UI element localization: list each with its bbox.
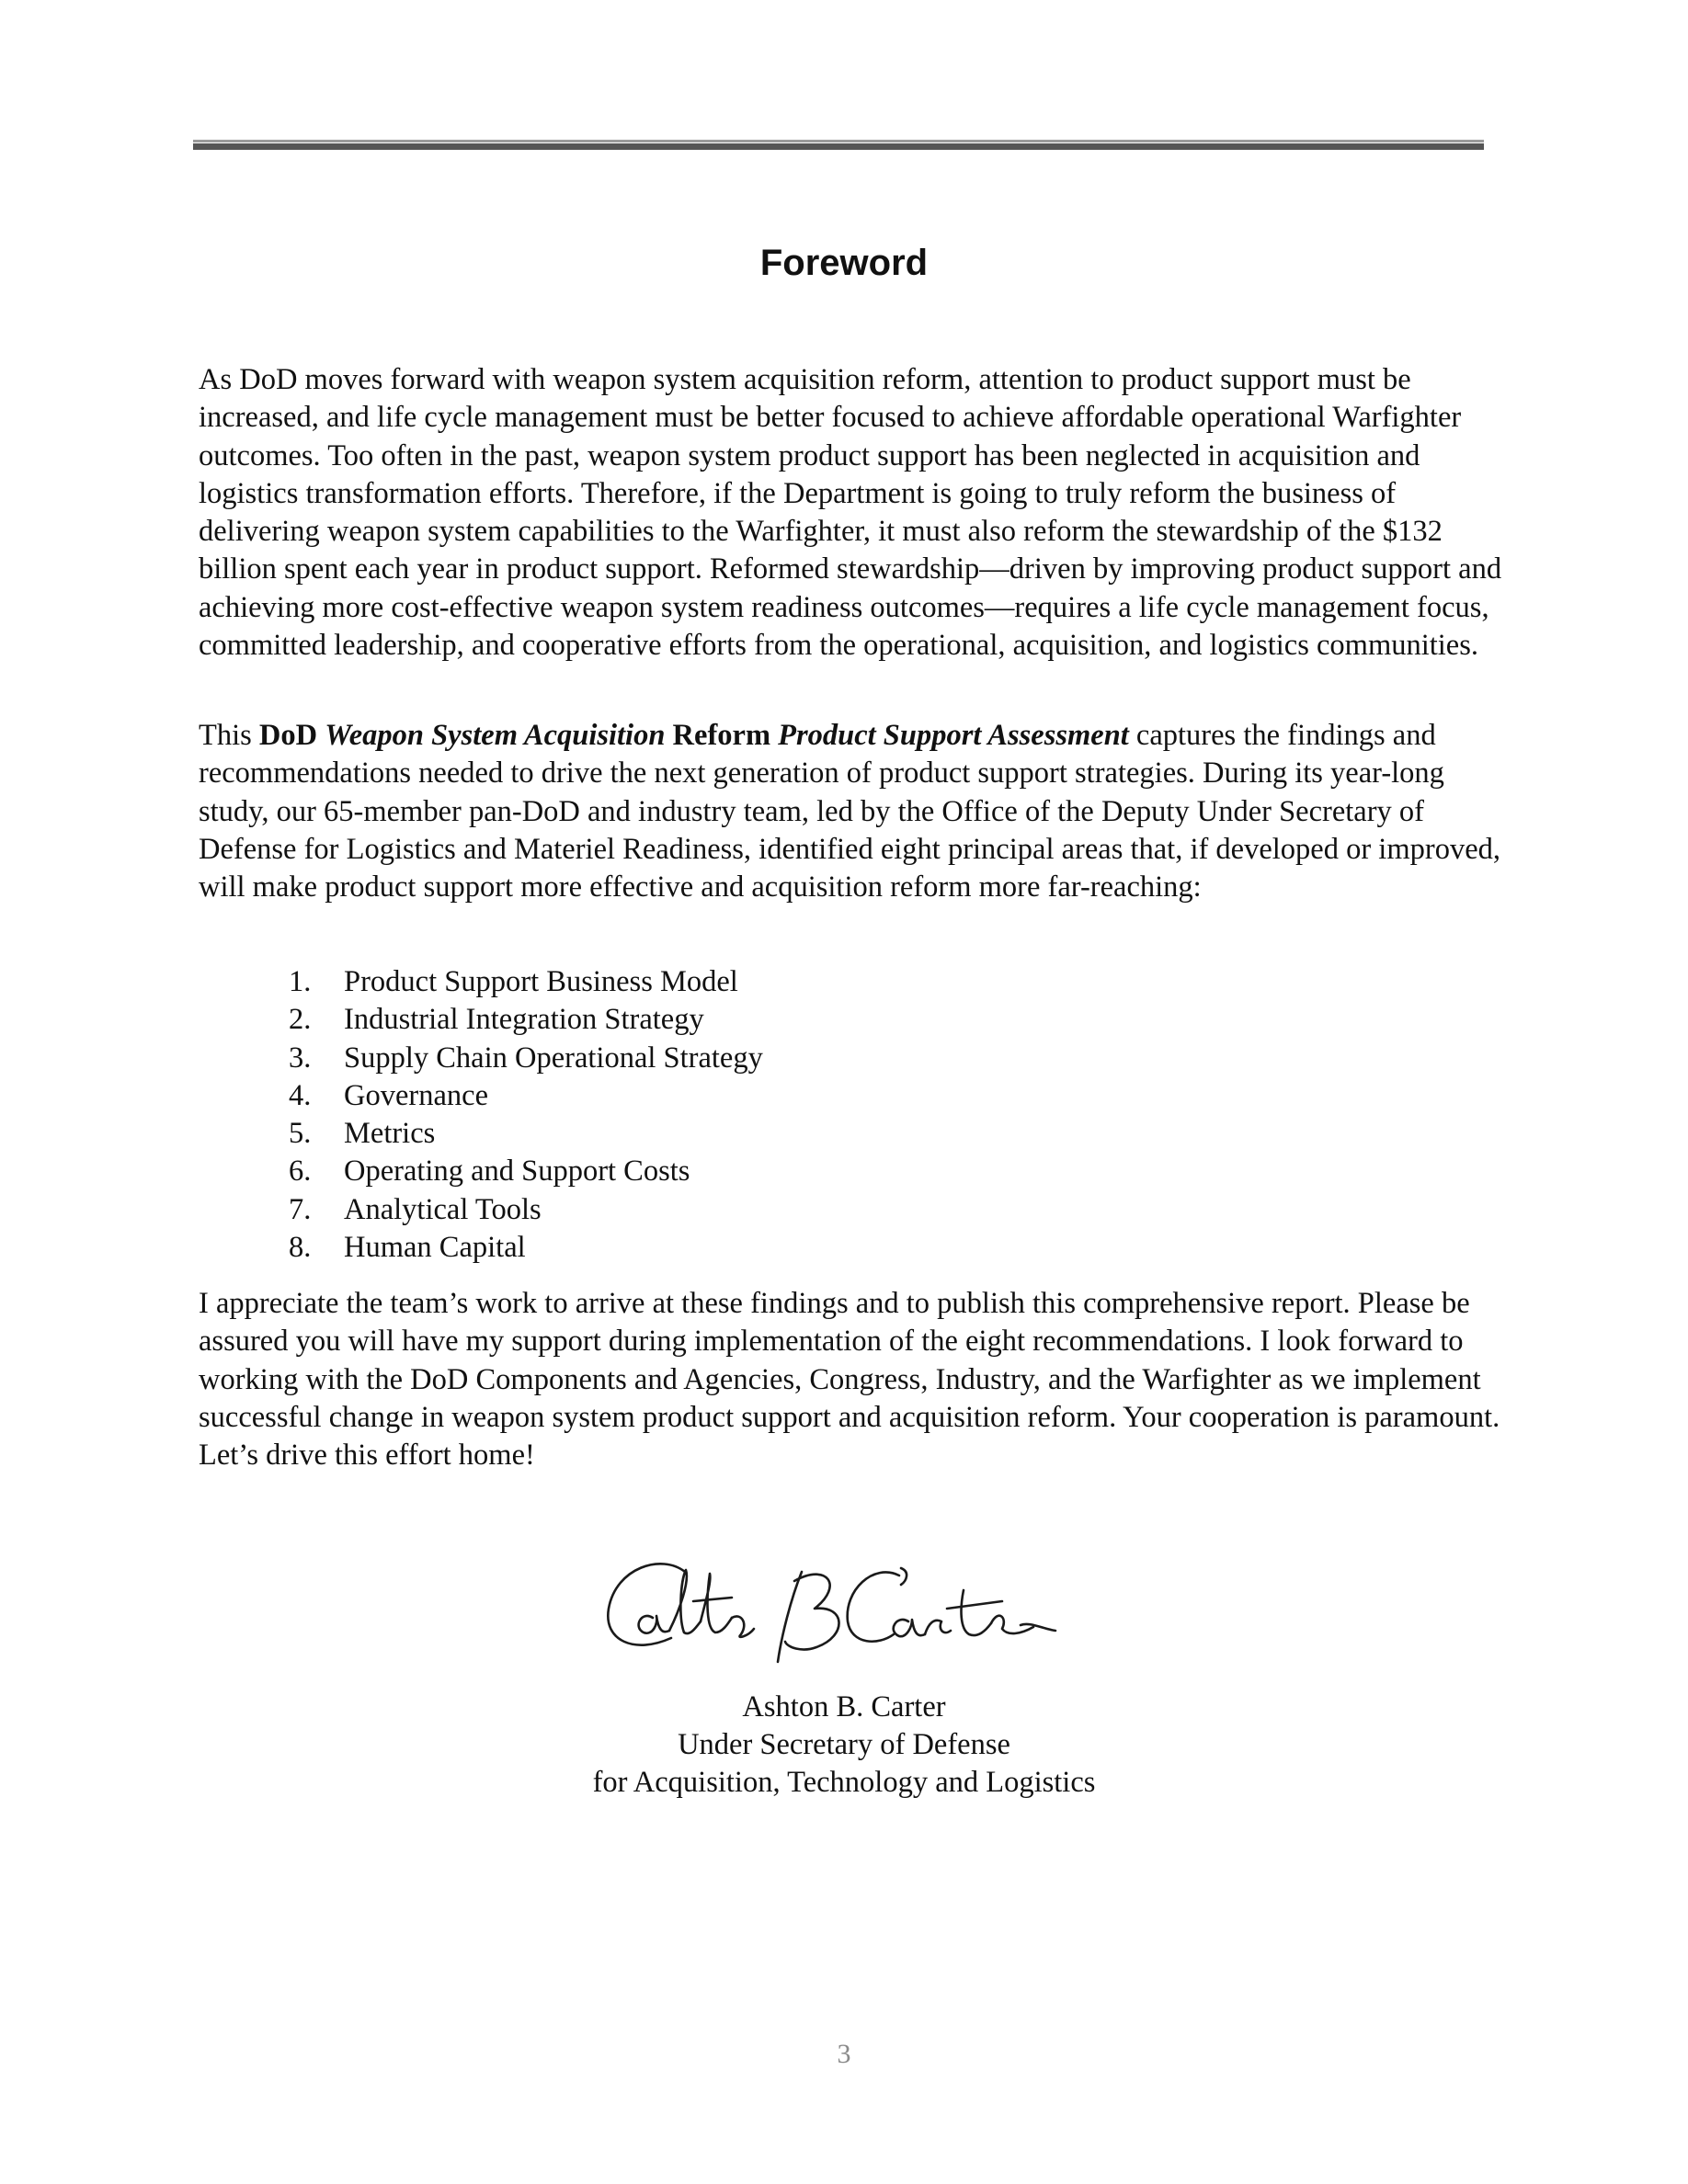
list-item-number: 6. — [289, 1155, 312, 1189]
list-item-number: 1. — [289, 965, 312, 998]
signature-block — [0, 1689, 1688, 1802]
list-item-text: Industrial Integration Strategy — [344, 1003, 704, 1037]
list-item-text: Analytical Tools — [344, 1192, 542, 1226]
list-item-number: 5. — [289, 1117, 312, 1151]
principal-areas-list — [289, 963, 1208, 1267]
list-item-text: Metrics — [344, 1117, 436, 1151]
page-number: 3 — [837, 2039, 851, 2069]
paragraph-assessment — [199, 717, 1504, 906]
list-item — [289, 1229, 1208, 1267]
product-support-assessment-bold-italic: Product Support Assessment — [778, 719, 1129, 752]
signer-title: Under Secretary of Defense — [678, 1728, 1010, 1761]
paragraph-intro: As DoD moves forward with weapon system acquisition reform, attention to product support must be increased, and life cycle management must be better focused to achieve affordable operational Warfighter outcomes. Too often in the past, weapon system product support has been neglected in acquisition and logistics transformation efforts. Therefore, if the Department is going to truly reform the business of delivering weapon system capabilities to the Warfighter, it must also reform the stewardship of the $132 billion spent each year in product support. Reformed stewardship—driven by improving product support and achieving more cost-effective weapon system readiness outcomes—requires a life cycle management focus, committed leadership, and cooperative efforts from the operational, acquisition, and logistics communities. — [199, 363, 1502, 663]
list-item-text: Product Support Business Model — [344, 965, 738, 998]
list-item-number: 8. — [289, 1231, 312, 1265]
list-item — [289, 1001, 1208, 1039]
header-rule — [193, 140, 1484, 150]
page-title: Foreword — [759, 243, 929, 283]
handwritten-signature — [598, 1544, 1076, 1682]
list-item — [289, 1153, 1208, 1190]
reform-bold: Reform — [672, 719, 771, 752]
paragraph-assessment-rest: captures the findings and recommendations needed to drive the next generation of product support strategies. During its year-long study, our 65-member pan-DoD and industry team, led by the Office of the Deputy Under Secretary of Defense for Logistics and Materiel Readiness, identified eight principal areas that, if developed or improved, will make product support more effective and acquisition reform more far-reaching: — [199, 719, 1500, 904]
list-item — [289, 1115, 1208, 1153]
list-item-text: Supply Chain Operational Strategy — [344, 1041, 763, 1075]
list-item — [289, 1077, 1208, 1115]
list-item-text: Governance — [344, 1078, 488, 1112]
list-item — [289, 1040, 1208, 1077]
signer-name: Ashton B. Carter — [742, 1690, 946, 1723]
paragraph-closing: I appreciate the team’s work to arrive at these findings and to publish this comprehensive report. Please be assured you will have my support during implementation of the eight recommendations. I look forward to working with the DoD Components and Agencies, Congress, Industry, and the Warfighter as we implement successful change in weapon system product support and acquisition reform. Your cooperation is paramount. Let’s drive this effort home! — [199, 1287, 1500, 1473]
paragraph-assessment-lead: This — [199, 719, 259, 752]
list-item — [289, 963, 1208, 1001]
list-item-number: 2. — [289, 1003, 312, 1037]
dod-bold: DoD — [258, 719, 318, 752]
list-item — [289, 1191, 1208, 1229]
weapon-system-acquisition-bold-italic: Weapon System Acquisition — [325, 719, 666, 752]
signer-office: for Acquisition, Technology and Logistics — [592, 1766, 1096, 1799]
list-item-number: 4. — [289, 1078, 312, 1112]
list-item-number: 7. — [289, 1192, 312, 1226]
list-item-text: Human Capital — [344, 1231, 526, 1265]
list-item-number: 3. — [289, 1041, 312, 1075]
list-item-text: Operating and Support Costs — [344, 1155, 690, 1189]
